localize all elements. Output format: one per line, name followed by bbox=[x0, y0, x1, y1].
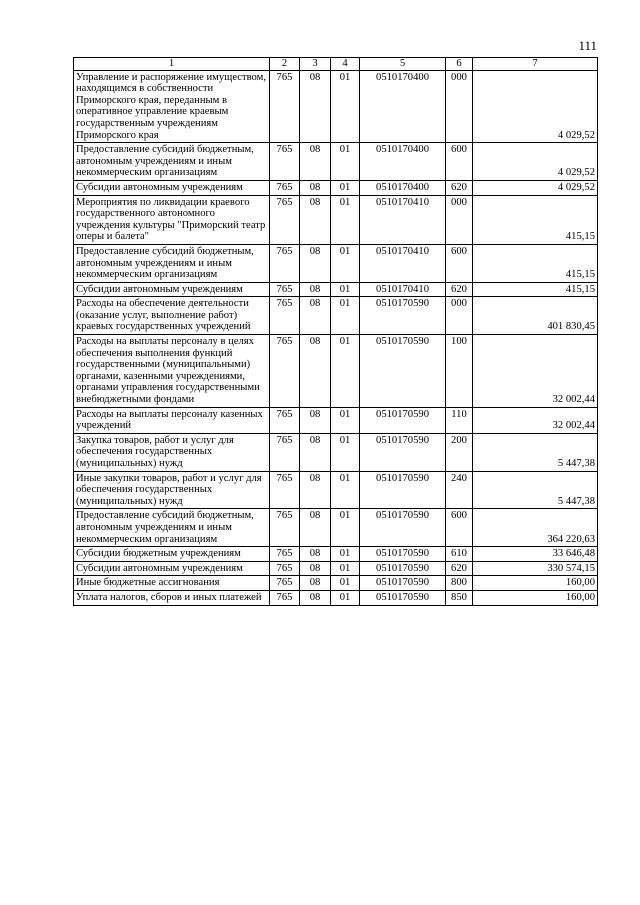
ministry-code-cell: 765 bbox=[270, 433, 300, 471]
table-row bbox=[74, 576, 598, 591]
ministry-code-cell: 765 bbox=[270, 70, 300, 143]
table-row bbox=[74, 471, 598, 509]
expense-name-cell: Закупка товаров, работ и услуг для обеспечения государственных (муниципальных) нужд bbox=[74, 433, 270, 471]
ministry-code-cell: 765 bbox=[270, 561, 300, 576]
subsection-code-cell: 01 bbox=[331, 143, 360, 181]
section-code-cell: 08 bbox=[300, 561, 331, 576]
table-row bbox=[74, 561, 598, 576]
ministry-code-cell: 765 bbox=[270, 335, 300, 408]
header-cell-5: 5 bbox=[360, 58, 446, 71]
ministry-code-cell: 765 bbox=[270, 244, 300, 282]
expense-type-cell: 620 bbox=[446, 180, 473, 195]
subsection-code-cell: 01 bbox=[331, 180, 360, 195]
header-cell-4: 4 bbox=[331, 58, 360, 71]
section-code-cell: 08 bbox=[300, 143, 331, 181]
table-row bbox=[74, 195, 598, 244]
target-article-cell: 0510170590 bbox=[360, 590, 446, 605]
ministry-code-cell: 765 bbox=[270, 282, 300, 297]
ministry-code-cell: 765 bbox=[270, 407, 300, 433]
expense-type-cell: 110 bbox=[446, 407, 473, 433]
expense-type-cell: 800 bbox=[446, 576, 473, 591]
amount-cell: 32 002,44 bbox=[473, 335, 598, 408]
section-code-cell: 08 bbox=[300, 195, 331, 244]
table-row bbox=[74, 335, 598, 408]
section-code-cell: 08 bbox=[300, 282, 331, 297]
ministry-code-cell: 765 bbox=[270, 509, 300, 547]
header-cell-3: 3 bbox=[300, 58, 331, 71]
subsection-code-cell: 01 bbox=[331, 561, 360, 576]
amount-cell: 4 029,52 bbox=[473, 70, 598, 143]
amount-cell: 415,15 bbox=[473, 195, 598, 244]
subsection-code-cell: 01 bbox=[331, 471, 360, 509]
expense-type-cell: 620 bbox=[446, 282, 473, 297]
table-row bbox=[74, 590, 598, 605]
expense-name-cell: Предоставление субсидий бюджетным, автономным учреждениям и иным некоммерческим организациям bbox=[74, 509, 270, 547]
page-number: 111 bbox=[578, 38, 597, 53]
subsection-code-cell: 01 bbox=[331, 244, 360, 282]
amount-cell: 415,15 bbox=[473, 282, 598, 297]
target-article-cell: 0510170400 bbox=[360, 70, 446, 143]
section-code-cell: 08 bbox=[300, 471, 331, 509]
table-row bbox=[74, 509, 598, 547]
header-cell-1: 1 bbox=[74, 58, 270, 71]
amount-cell: 160,00 bbox=[473, 576, 598, 591]
expense-type-cell: 200 bbox=[446, 433, 473, 471]
table-row bbox=[74, 297, 598, 335]
section-code-cell: 08 bbox=[300, 70, 331, 143]
target-article-cell: 0510170590 bbox=[360, 547, 446, 562]
expense-name-cell: Иные бюджетные ассигнования bbox=[74, 576, 270, 591]
subsection-code-cell: 01 bbox=[331, 297, 360, 335]
subsection-code-cell: 01 bbox=[331, 547, 360, 562]
subsection-code-cell: 01 bbox=[331, 407, 360, 433]
amount-cell: 32 002,44 bbox=[473, 407, 598, 433]
table-row bbox=[74, 180, 598, 195]
amount-cell: 4 029,52 bbox=[473, 180, 598, 195]
table-row bbox=[74, 407, 598, 433]
target-article-cell: 0510170410 bbox=[360, 282, 446, 297]
section-code-cell: 08 bbox=[300, 590, 331, 605]
target-article-cell: 0510170410 bbox=[360, 195, 446, 244]
section-code-cell: 08 bbox=[300, 509, 331, 547]
amount-cell: 364 220,63 bbox=[473, 509, 598, 547]
amount-cell: 33 646,48 bbox=[473, 547, 598, 562]
expense-type-cell: 850 bbox=[446, 590, 473, 605]
section-code-cell: 08 bbox=[300, 547, 331, 562]
expense-name-cell: Расходы на выплаты персоналу казенных учреждений bbox=[74, 407, 270, 433]
amount-cell: 415,15 bbox=[473, 244, 598, 282]
header-cell-2: 2 bbox=[270, 58, 300, 71]
table-row bbox=[74, 547, 598, 562]
subsection-code-cell: 01 bbox=[331, 576, 360, 591]
amount-cell: 401 830,45 bbox=[473, 297, 598, 335]
expense-name-cell: Субсидии автономным учреждениям bbox=[74, 282, 270, 297]
expense-type-cell: 000 bbox=[446, 297, 473, 335]
expense-name-cell: Предоставление субсидий бюджетным, автономным учреждениям и иным некоммерческим организациям bbox=[74, 143, 270, 181]
header-cell-6: 6 bbox=[446, 58, 473, 71]
ministry-code-cell: 765 bbox=[270, 576, 300, 591]
expense-type-cell: 620 bbox=[446, 561, 473, 576]
subsection-code-cell: 01 bbox=[331, 335, 360, 408]
expense-type-cell: 000 bbox=[446, 70, 473, 143]
target-article-cell: 0510170400 bbox=[360, 180, 446, 195]
amount-cell: 4 029,52 bbox=[473, 143, 598, 181]
header-cell-7: 7 bbox=[473, 58, 598, 71]
table-row bbox=[74, 244, 598, 282]
table-row bbox=[74, 143, 598, 181]
expense-name-cell: Иные закупки товаров, работ и услуг для обеспечения государственных (муниципальных) нужд bbox=[74, 471, 270, 509]
subsection-code-cell: 01 bbox=[331, 509, 360, 547]
table-row bbox=[74, 282, 598, 297]
table-header-row bbox=[74, 58, 598, 71]
expense-name-cell: Расходы на обеспечение деятельности (оказание услуг, выполнение работ) краевых государственных учреждений bbox=[74, 297, 270, 335]
target-article-cell: 0510170590 bbox=[360, 576, 446, 591]
target-article-cell: 0510170590 bbox=[360, 297, 446, 335]
subsection-code-cell: 01 bbox=[331, 590, 360, 605]
amount-cell: 330 574,15 bbox=[473, 561, 598, 576]
expense-name-cell: Управление и распоряжение имуществом, находящимся в собственности Приморского края, переданным в оперативное управление краевым государственным учреждениям Приморского края bbox=[74, 70, 270, 143]
section-code-cell: 08 bbox=[300, 244, 331, 282]
ministry-code-cell: 765 bbox=[270, 143, 300, 181]
target-article-cell: 0510170410 bbox=[360, 244, 446, 282]
ministry-code-cell: 765 bbox=[270, 297, 300, 335]
subsection-code-cell: 01 bbox=[331, 282, 360, 297]
ministry-code-cell: 765 bbox=[270, 195, 300, 244]
target-article-cell: 0510170590 bbox=[360, 471, 446, 509]
subsection-code-cell: 01 bbox=[331, 195, 360, 244]
expense-name-cell: Расходы на выплаты персоналу в целях обеспечения выполнения функций государственными (муниципальными) органами, казенными учреждениями, органами управления государственными внебюджетными фондами bbox=[74, 335, 270, 408]
expense-name-cell: Субсидии автономным учреждениям bbox=[74, 561, 270, 576]
expense-type-cell: 600 bbox=[446, 143, 473, 181]
amount-cell: 160,00 bbox=[473, 590, 598, 605]
expense-type-cell: 000 bbox=[446, 195, 473, 244]
section-code-cell: 08 bbox=[300, 407, 331, 433]
target-article-cell: 0510170590 bbox=[360, 407, 446, 433]
expense-type-cell: 240 bbox=[446, 471, 473, 509]
budget-table bbox=[73, 57, 598, 606]
ministry-code-cell: 765 bbox=[270, 471, 300, 509]
ministry-code-cell: 765 bbox=[270, 180, 300, 195]
target-article-cell: 0510170590 bbox=[360, 561, 446, 576]
target-article-cell: 0510170400 bbox=[360, 143, 446, 181]
expense-name-cell: Субсидии автономным учреждениям bbox=[74, 180, 270, 195]
table-row bbox=[74, 433, 598, 471]
amount-cell: 5 447,38 bbox=[473, 471, 598, 509]
expense-name-cell: Мероприятия по ликвидации краевого государственного автономного учреждения культуры "Приморский театр оперы и балета" bbox=[74, 195, 270, 244]
amount-cell: 5 447,38 bbox=[473, 433, 598, 471]
expense-name-cell: Субсидии бюджетным учреждениям bbox=[74, 547, 270, 562]
section-code-cell: 08 bbox=[300, 180, 331, 195]
subsection-code-cell: 01 bbox=[331, 70, 360, 143]
expense-name-cell: Предоставление субсидий бюджетным, автономным учреждениям и иным некоммерческим организациям bbox=[74, 244, 270, 282]
section-code-cell: 08 bbox=[300, 433, 331, 471]
subsection-code-cell: 01 bbox=[331, 433, 360, 471]
target-article-cell: 0510170590 bbox=[360, 335, 446, 408]
target-article-cell: 0510170590 bbox=[360, 509, 446, 547]
expense-type-cell: 600 bbox=[446, 509, 473, 547]
expense-type-cell: 610 bbox=[446, 547, 473, 562]
ministry-code-cell: 765 bbox=[270, 547, 300, 562]
section-code-cell: 08 bbox=[300, 297, 331, 335]
table-row bbox=[74, 70, 598, 143]
expense-type-cell: 600 bbox=[446, 244, 473, 282]
target-article-cell: 0510170590 bbox=[360, 433, 446, 471]
section-code-cell: 08 bbox=[300, 576, 331, 591]
ministry-code-cell: 765 bbox=[270, 590, 300, 605]
expense-type-cell: 100 bbox=[446, 335, 473, 408]
section-code-cell: 08 bbox=[300, 335, 331, 408]
expense-name-cell: Уплата налогов, сборов и иных платежей bbox=[74, 590, 270, 605]
